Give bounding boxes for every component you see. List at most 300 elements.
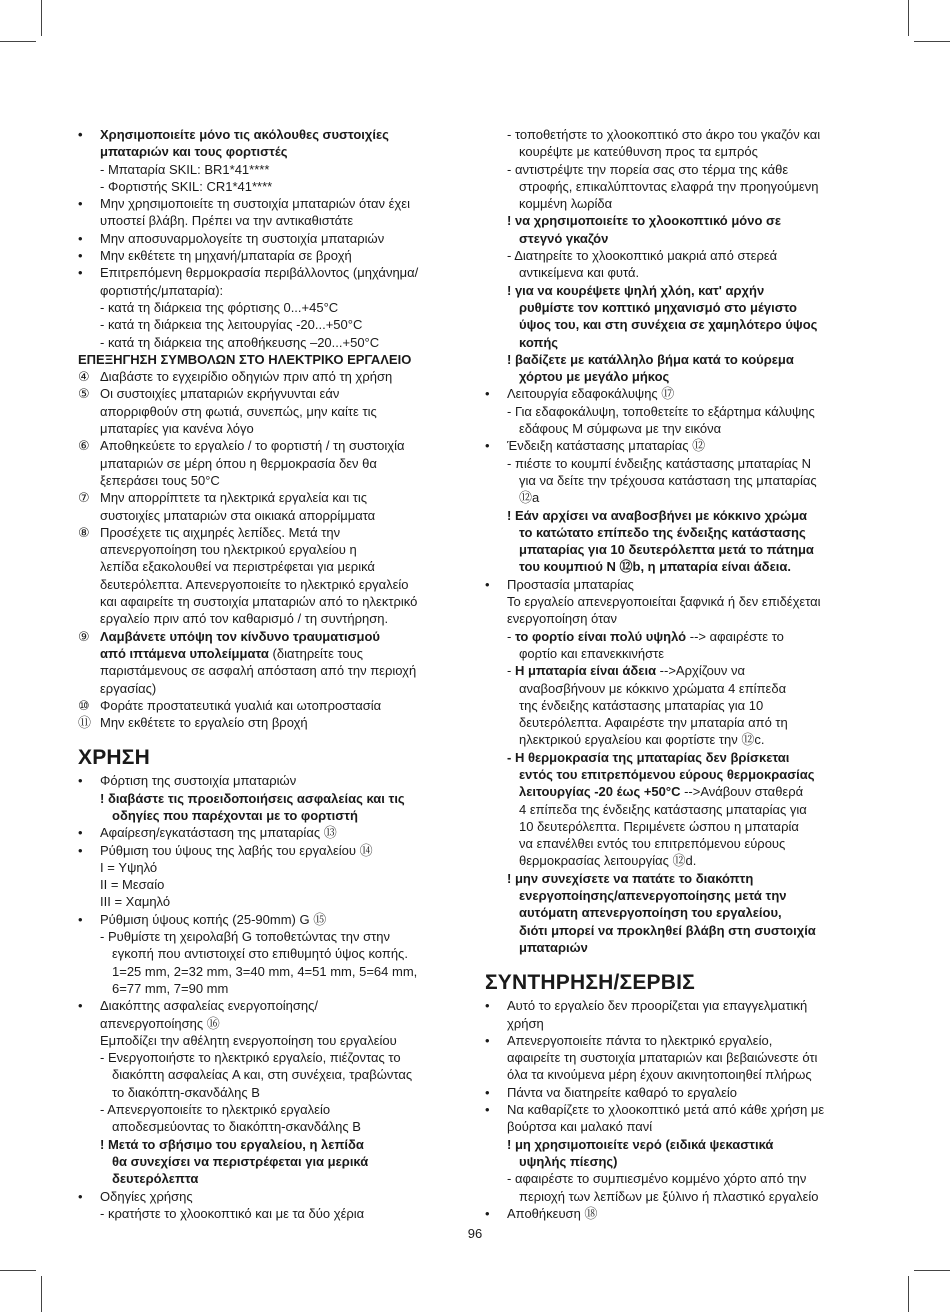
line-text (507, 870, 753, 887)
text-line (507, 593, 873, 610)
line-text (100, 1188, 193, 1205)
text: Να καθαρίζετε το χλοοκοπτικό μετά από κάθε χρήση με (507, 1102, 825, 1118)
line-text (519, 524, 806, 541)
text-line (78, 662, 470, 679)
text: εγκοπή που αντιστοιχεί στο επιθυμητό ύψος κοπής. (112, 946, 408, 962)
line-text (507, 749, 789, 766)
text: βούρτσα και μαλακό πανί (507, 1119, 653, 1135)
line-text (507, 1205, 597, 1222)
text-line (78, 1153, 470, 1170)
text-line (78, 842, 470, 859)
text: - Ρυθμίστε τη χειρολαβή G τοποθετώντας την στην (100, 929, 390, 945)
text: ⑪ (78, 715, 92, 731)
section-heading (78, 731, 470, 772)
text: • (485, 998, 490, 1014)
text-line (78, 143, 470, 160)
text-line (78, 437, 470, 454)
text-line (485, 1084, 873, 1101)
text: Ρύθμιση ύψους κοπής (25-90mm) G ⑮ (100, 911, 327, 927)
text-line (507, 282, 873, 299)
text-line (78, 790, 470, 807)
line-text (519, 680, 786, 697)
line-text (100, 662, 416, 679)
line-text (507, 507, 807, 524)
text: Αφαίρεση/εγκατάσταση της μπαταρίας ⑬ (100, 825, 337, 841)
text-line (507, 852, 873, 869)
line-text (507, 576, 634, 593)
line-text (100, 576, 409, 593)
text: Λειτουργία εδαφοκάλυψης ⑰ (507, 386, 675, 402)
bullet (485, 1101, 490, 1118)
text: εργασίας) (100, 680, 157, 696)
text: • (78, 998, 83, 1014)
text-line (78, 126, 470, 143)
text-line (78, 351, 470, 368)
text-line (78, 911, 470, 928)
line-text (100, 558, 375, 575)
text: - Διατηρείτε το χλοοκοπτικό μακριά από στερεά (507, 248, 778, 264)
text: απενεργοποίησης ⑯ (100, 1015, 220, 1031)
text-line (507, 1118, 873, 1135)
bullet (78, 824, 83, 841)
text-line (78, 558, 470, 575)
text: υψηλής πίεσης) (519, 1153, 618, 1169)
text: περιοχή των λεπίδων με ξύλινο ή πλαστικό εργαλείο (519, 1188, 819, 1204)
symbol-number (78, 368, 90, 385)
text-line (507, 230, 873, 247)
text-line (507, 507, 873, 524)
line-text (112, 1170, 198, 1187)
text: να επανέλθει εντός του επιτρεπόμενου εύρους (519, 836, 786, 852)
text-line (507, 368, 873, 385)
line-text (100, 334, 379, 351)
text-line (507, 1066, 873, 1083)
text: 1=25 mm, 2=32 mm, 3=40 mm, 4=51 mm, 5=64 mm, (112, 963, 418, 979)
text: για να δείτε την τρέχουσα κατάσταση της μπαταρίας (519, 472, 817, 488)
line-text (507, 247, 777, 264)
text-line (507, 126, 873, 143)
symbol-number (78, 489, 90, 506)
text: ρυθμίστε τον κοπτικό μηχανισμό στο μέγιστο (519, 299, 797, 315)
line-text (100, 524, 340, 541)
line-text (519, 783, 803, 800)
text: μπαταρίες για κανένα λόγο (100, 421, 254, 437)
line-text (100, 610, 388, 627)
text: • (485, 1102, 490, 1118)
text-line (507, 161, 873, 178)
crop-mark-bottom-left (41, 1276, 42, 1312)
text-line (507, 628, 873, 645)
text-line (78, 178, 470, 195)
text-line (78, 893, 470, 910)
text: - κατά τη διάρκεια της λειτουργίας -20...+50°C (100, 317, 363, 333)
tail-text: (διατηρείτε τους (268, 645, 364, 661)
text-line (507, 1153, 873, 1170)
text-line (78, 541, 470, 558)
line-text (507, 161, 788, 178)
line-text (100, 489, 367, 506)
line-text (519, 801, 807, 818)
text-line (78, 455, 470, 472)
line-text (507, 212, 781, 229)
line-text (100, 824, 337, 841)
text: απενεργοποίηση του ηλεκτρικού εργαλείου η (100, 542, 357, 558)
text-line (485, 576, 873, 593)
text: κοπής (519, 334, 559, 350)
text: ⑥ (78, 438, 90, 454)
line-text (100, 368, 392, 385)
text: δευτερόλεπτα (112, 1171, 199, 1187)
text: διακόπτη ασφαλείας A και, στη συνέχεια, τραβώντας (112, 1067, 413, 1083)
text-line (78, 1032, 470, 1049)
line-text (100, 790, 405, 807)
text: Εμποδίζει την αθέλητη ενεργοποίηση του εργαλείου (100, 1032, 397, 1048)
line-text (100, 697, 381, 714)
text-line (507, 766, 873, 783)
line-text (507, 351, 794, 368)
text-line (78, 876, 470, 893)
text-line (507, 489, 873, 506)
line-text (507, 437, 705, 454)
line-text (100, 593, 417, 610)
text: εντός του επιτρεπόμενου εύρους θερμοκρασίας (519, 766, 815, 782)
line-text (519, 852, 696, 869)
text-line (507, 749, 873, 766)
bullet (78, 230, 83, 247)
text: χρήση (507, 1015, 544, 1031)
text-line (78, 507, 470, 524)
text-line (78, 195, 470, 212)
text-line (78, 645, 470, 662)
text: απορριφθούν στη φωτιά, συνεπώς, μην καίτε τις (100, 403, 377, 419)
bold-phrase: το φορτίο είναι πολύ υψηλό (514, 628, 687, 644)
line-text (100, 420, 254, 437)
text: Μην αποσυναρμολογείτε τη συστοιχία μπαταριών (100, 230, 385, 246)
text: ! να χρησιμοποιείτε το χλοοκοπτικό μόνο σε (507, 213, 782, 229)
symbol-number (78, 697, 90, 714)
text: ! διαβάστε τις προειδοποιήσεις ασφαλείας και τις (100, 790, 405, 806)
text-line (507, 818, 873, 835)
text: ⑦ (78, 490, 90, 506)
text-line (78, 264, 470, 281)
text-line (78, 230, 470, 247)
line-text (100, 264, 418, 281)
text: Ρύθμιση του ύψους της λαβής του εργαλείου ⑭ (100, 842, 373, 858)
line-text (100, 680, 156, 697)
symbol-number (78, 437, 90, 454)
text: • (78, 127, 83, 142)
line-text (519, 489, 539, 506)
text-line (507, 558, 873, 575)
text: 4 επίπεδα της ένδειξης κατάστασης μπαταρίας για (519, 801, 807, 817)
line-text (100, 1049, 401, 1066)
text-line (78, 1136, 470, 1153)
text: αποδεσμεύοντας το διακόπτη-σκανδάλης B (112, 1119, 361, 1135)
line-text (100, 507, 375, 524)
line-text (100, 859, 157, 876)
line-text (112, 1084, 260, 1101)
bullet (485, 1205, 490, 1222)
rest-text: -->Αρχίζουν να (656, 663, 746, 679)
text-line (507, 835, 873, 852)
crop-mark-top-left (41, 0, 42, 36)
text: Αποθήκευση ⑱ (507, 1205, 598, 1221)
text-line (78, 1084, 470, 1101)
line-text (100, 299, 338, 316)
line-text (507, 126, 820, 143)
line-text (100, 714, 308, 731)
line-text (519, 230, 608, 247)
line-text (507, 593, 821, 610)
line-text (507, 1118, 652, 1135)
bullet (485, 385, 490, 402)
text-line (485, 437, 873, 454)
text: μπαταρίας για 10 δευτερόλεπτα μετά το πάτημα (519, 542, 814, 558)
text-line (78, 1188, 470, 1205)
text: Αυτό το εργαλείο δεν προορίζεται για επαγγελματική (507, 998, 808, 1014)
text: ⑫a (519, 490, 540, 506)
text-line (485, 997, 873, 1014)
text: κομμένη λωρίδα (519, 196, 613, 212)
text: από ιπτάμενα υπολείμματα (100, 645, 269, 661)
line-text (519, 904, 782, 921)
line-text (100, 893, 170, 910)
line-text (507, 403, 815, 420)
text-line (507, 195, 873, 212)
line-text (519, 1188, 819, 1205)
text: • (78, 265, 83, 281)
bullet (78, 264, 83, 281)
line-text (519, 887, 787, 904)
text-line (78, 247, 470, 264)
line-text (507, 1032, 772, 1049)
line-text (519, 766, 815, 783)
line-text (112, 807, 358, 824)
line-text (519, 731, 764, 748)
text-line (507, 801, 873, 818)
dash: - (507, 663, 515, 679)
text: μπαταριών και τους φορτιστές (100, 144, 288, 160)
line-text (507, 1101, 824, 1118)
line-text (519, 368, 669, 385)
text: ΣΥΝΤΗΡΗΣΗ/ΣΕΡΒΙΣ (485, 971, 695, 995)
text: αναβοσβήνουν με κόκκινο χρώματα 4 επίπεδα (519, 680, 787, 696)
text-line (507, 1015, 873, 1032)
text: • (78, 773, 83, 789)
text: - αντιστρέψτε την πορεία σας στο τέρμα της κάθε (507, 161, 789, 177)
text-line (485, 385, 873, 402)
text: • (78, 230, 83, 246)
crop-mark-top-right-h (914, 41, 950, 42)
text: • (485, 576, 490, 592)
text: - Η θερμοκρασία της μπαταρίας δεν βρίσκεται (507, 749, 790, 765)
line-text (507, 1049, 817, 1066)
text: Απενεργοποιείτε πάντα το ηλεκτρικό εργαλείο, (507, 1032, 773, 1048)
line-text (100, 876, 164, 893)
text-line (78, 680, 470, 697)
text: ΕΠΕΞΗΓΗΣΗ ΣΥΜΒΟΛΩΝ ΣΤΟ ΗΛΕΚΤΡΙΚΟ ΕΡΓΑΛΕΙΟ (78, 351, 412, 367)
text: - τοποθετήστε το χλοοκοπτικό στο άκρο του γκαζόν και (507, 127, 821, 142)
text: ενεργοποίησης/απενεργοποίησης μετά την (519, 888, 787, 904)
text-line (78, 161, 470, 178)
line-text (100, 230, 384, 247)
text: ! μην συνεχίσετε να πατάτε το διακόπτη (507, 870, 754, 886)
text: Διακόπτης ασφαλείας ενεργοποίησης/ (100, 998, 319, 1014)
left-column (78, 126, 470, 1222)
text: εργαλείο πριν από τον καθαρισμό / τη συντήρηση. (100, 611, 389, 627)
line-text (519, 558, 791, 575)
text: ! για να κουρέψετε ψηλή χλόη, κατ' αρχήν (507, 282, 765, 298)
text: Οδηγίες χρήσης (100, 1188, 193, 1204)
text: λειτουργίας -20 έως +50°C (519, 784, 681, 800)
line-text (507, 662, 745, 679)
line-text (100, 178, 272, 195)
text: Μην εκθέτετε το εργαλείο στη βροχή (100, 715, 308, 731)
symbol-number (78, 385, 90, 402)
text: ④ (78, 369, 90, 385)
text: Διαβάστε το εγχειρίδιο οδηγιών πριν από τη χρήση (100, 369, 393, 385)
text-line (78, 576, 470, 593)
text: • (78, 248, 83, 264)
line-text (507, 1084, 737, 1101)
symbol-number (78, 524, 90, 541)
text-line (78, 945, 470, 962)
text: - πιέστε το κουμπί ένδειξης κατάστασης μπαταρίας N (507, 455, 812, 471)
line-text (519, 316, 817, 333)
text-line (507, 1188, 873, 1205)
text: 10 δευτερόλεπτα. Περιμένετε ώσπου η μπαταρία (519, 818, 799, 834)
text: στροφής, επικαλύπτοντας ελαφρά την προηγούμενη (519, 178, 819, 194)
line-text (100, 247, 352, 264)
text: ⑨ (78, 628, 90, 644)
text-line (507, 316, 873, 333)
text-line (507, 334, 873, 351)
text: Χρησιμοποιείτε μόνο τις ακόλουθες συστοιχίες (100, 127, 389, 142)
text-line (78, 299, 470, 316)
line-text (507, 628, 784, 645)
text: • (485, 438, 490, 454)
line-text (112, 1118, 361, 1135)
text: παριστάμενους σε ασφαλή απόσταση από την περιοχή (100, 663, 417, 679)
line-text (519, 714, 788, 731)
text-line (78, 212, 470, 229)
line-text (100, 1032, 397, 1049)
text: - Για εδαφοκάλυψη, τοποθετείτε το εξάρτημα κάλυψης (507, 403, 815, 419)
text: οδηγίες που παρέχονται με το φορτιστή (112, 807, 358, 823)
text: και αφαιρείτε τη συστοιχία μπαταριών από το ηλεκτρικό (100, 594, 418, 610)
text: φορτιστής/μπαταρία): (100, 282, 224, 298)
line-text (100, 1015, 220, 1032)
text: αφαιρείτε τη συστοιχία μπαταριών και βεβαιώνεστε ότι (507, 1050, 818, 1066)
line-text (100, 842, 373, 859)
text: • (485, 1084, 490, 1100)
line-text (507, 1015, 544, 1032)
text-line (78, 807, 470, 824)
text-line (78, 1066, 470, 1083)
text-line (507, 783, 873, 800)
text-line (78, 524, 470, 541)
text: δευτερόλεπτα. Απενεργοποιείτε το ηλεκτρικό εργαλείο (100, 576, 409, 592)
page-number: 96 (467, 1226, 483, 1241)
text: ! μη χρησιμοποιείτε νερό (ειδικά ψεκαστικά (507, 1136, 774, 1152)
line-text (100, 282, 223, 299)
text: το διακόπτη-σκανδάλης B (112, 1084, 260, 1100)
text: • (78, 196, 83, 212)
text-line (78, 1101, 470, 1118)
text-line (507, 455, 873, 472)
text: θερμοκρασίας λειτουργίας ⑫d. (519, 853, 697, 869)
line-text (100, 1136, 364, 1153)
text: - κρατήστε το χλοοκοπτικό και με τα δύο χέρια (100, 1205, 365, 1221)
text-line (507, 714, 873, 731)
dash: - (507, 628, 515, 644)
text-line (485, 1032, 873, 1049)
text-line (507, 610, 873, 627)
text: ! Εάν αρχίσει να αναβοσβήνει με κόκκινο χρώμα (507, 507, 808, 523)
text: ⑤ (78, 386, 90, 402)
line-text (100, 772, 296, 789)
bold-phrase: Η μπαταρία είναι άδεια (514, 663, 657, 679)
line-text (519, 420, 721, 437)
bullet (78, 772, 83, 789)
bullet (78, 911, 83, 928)
line-text (519, 178, 818, 195)
text: • (485, 1205, 490, 1221)
line-text (519, 143, 758, 160)
bullet (485, 1084, 490, 1101)
text-line (507, 904, 873, 921)
text: διότι μπορεί να προκληθεί βλάβη στη συστοιχία (519, 922, 816, 938)
text: μπαταριών σε μέρη όπου η θερμοκρασία δεν θα (100, 455, 377, 471)
text: Προστασία μπαταρίας (507, 576, 634, 592)
text-line (78, 824, 470, 841)
text-line (507, 887, 873, 904)
line-text (519, 939, 588, 956)
text: το κατώτατο επίπεδο της ένδειξης κατάστασης (519, 524, 806, 540)
line-text (507, 282, 764, 299)
line-text (100, 541, 357, 558)
text: Φόρτιση της συστοιχία μπαταριών (100, 773, 297, 789)
line-text (112, 1066, 412, 1083)
text-line (507, 403, 873, 420)
line-text (100, 385, 339, 402)
text-line (78, 997, 470, 1014)
bullet (78, 997, 83, 1014)
line-text (507, 1066, 812, 1083)
text: • (485, 386, 490, 402)
text: I = Υψηλό (100, 859, 158, 875)
line-text (100, 195, 410, 212)
line-text (507, 610, 617, 627)
text: 6=77 mm, 7=90 mm (112, 980, 229, 996)
text: III = Χαμηλό (100, 894, 171, 910)
text-line (78, 714, 470, 731)
text-line (507, 662, 873, 679)
text: συστοιχίες μπαταριών στα οικιακά απορρίμματα (100, 507, 376, 523)
text: στεγνό γκαζόν (519, 230, 609, 246)
line-text (519, 835, 785, 852)
crop-mark-bottom-left-h (0, 1270, 36, 1271)
line-text (507, 997, 807, 1014)
text-line (78, 282, 470, 299)
text-line (78, 928, 470, 945)
text-line (485, 1101, 873, 1118)
line-text (112, 945, 408, 962)
text-line (78, 472, 470, 489)
text: - κατά τη διάρκεια της φόρτισης 0...+45°C (100, 299, 339, 315)
text: ύψος του, και στη συνέχεια σε χαμηλότερο ύψος (519, 317, 818, 333)
text-line (485, 1205, 873, 1222)
